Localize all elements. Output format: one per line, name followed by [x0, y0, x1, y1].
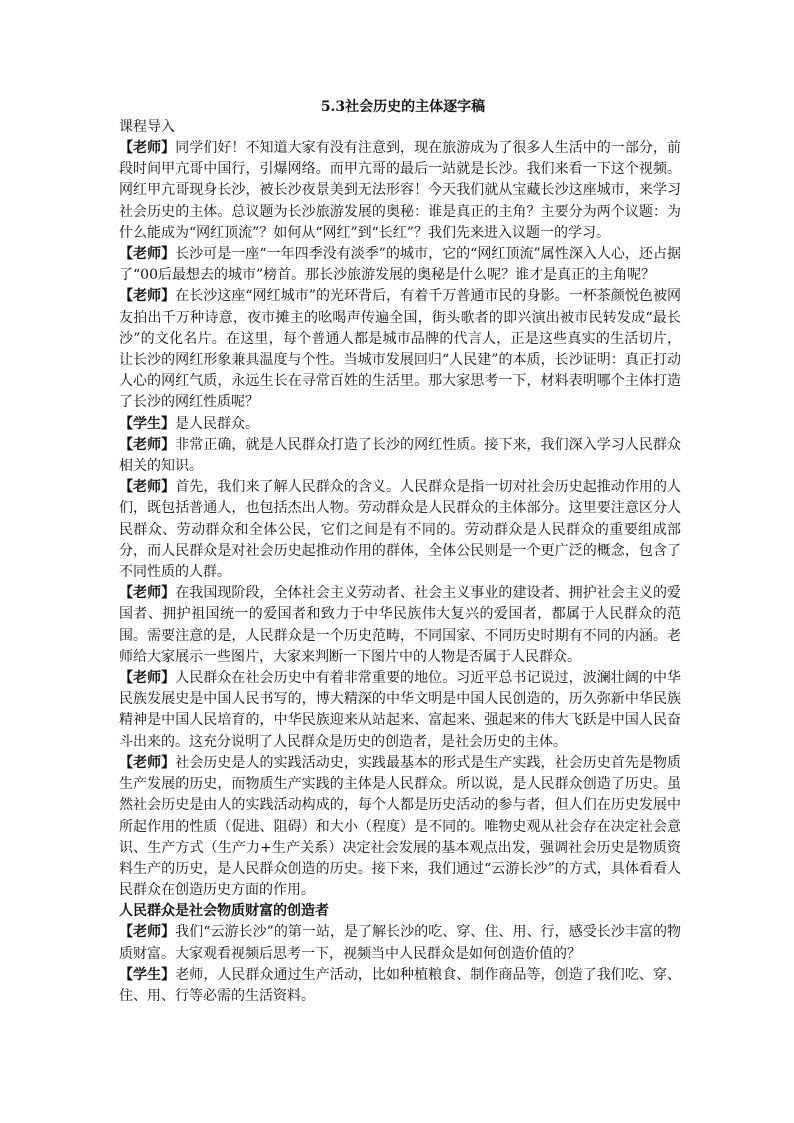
- document-body: [119, 117, 681, 1007]
- dialogue-paragraph: [119, 965, 681, 1007]
- speaker-label: 【老师】: [119, 754, 176, 771]
- paragraph-text: 在我国现阶段，全体社会主义劳动者、社会主义事业的建设者、拥护社会主义的爱国者、拥护祖国统一的爱国者和致力于中华民族伟大复兴的爱国者，都属于人民群众的范围。需要注意的是，人民群众是一个历史范畴，不同国家、不同历史时期有不同的内涵。老师给大家展示一些图片，大家来判断一下图片中的人物是否属于人民群众。: [119, 585, 682, 665]
- paragraph-text: 我们“云游长沙”的第一站，是了解长沙的吃、穿、住、用、行，感受长沙丰富的物质财富。大家观看视频后思考一下，视频当中人民群众是如何创造价值的？: [119, 924, 682, 962]
- speaker-label: 【老师】: [119, 436, 176, 453]
- paragraph-text: 首先，我们来了解人民群众的含义。人民群众是指一切对社会历史起推动作用的人们，既包括普通人，也包括杰出人物。劳动群众是人民群众的主体部分。这里要注意区分人民群众、劳动群众和全体公民，它们之间是有不同的。劳动群众是人民群众的重要组成部分，而人民群众是对社会历史起推动作用的群体，全体公民则是一个更广泛的概念，包含了不同性质的人群。: [119, 479, 682, 581]
- paragraph-text: 社会历史是人的实践活动史，实践最基本的形式是生产实践，社会历史首先是物质生产发展的历史，而物质生产实践的主体是人民群众。所以说，是人民群众创造了历史。虽然社会历史是由人的实践活动构成的，每个人都是历史活动的参与者，但人们在历史发展中所起作用的性质（促进、阻碍）和大小（程度）是不同的。唯物史观从社会存在决定社会意识、生产方式（生产力+生产关系）决定社会发展的基本观点出发，强调社会历史是物质资料生产的历史，是人民群众创造的历史。接下来，我们通过“云游长沙”的方式，具体看看人民群众在创造历史方面的作用。: [119, 754, 682, 899]
- dialogue-paragraph: [119, 922, 681, 964]
- dialogue-paragraph: [119, 583, 681, 668]
- speaker-label: 【老师】: [119, 288, 176, 305]
- paragraph-text: 长沙可是一座“一年四季没有淡季”的城市，它的“网红顶流”属性深入人心，还占据了“00后最想去的城市”榜首。那长沙旅游发展的奥秘是什么呢？谁才是真正的主角呢？: [119, 246, 681, 284]
- paragraph-text: 老师，人民群众通过生产活动，比如种植粮食、制作商品等，创造了我们吃、穿、住、用、行等必需的生活资料。: [119, 966, 682, 1004]
- speaker-label: 【学生】: [119, 415, 175, 432]
- dialogue-paragraph: [119, 138, 681, 244]
- dialogue-paragraph: [119, 414, 681, 435]
- paragraph-text: 人民群众在社会历史中有着非常重要的地位。习近平总书记说过，波澜壮阔的中华民族发展史是中国人民书写的，博大精深的中华文明是中国人民创造的，历久弥新中华民族精神是中国人民培育的，中华民族迎来从站起来、富起来、强起来的伟大飞跃是中国人民奋斗出来的。这充分说明了人民群众是历史的创造者，是社会历史的主体。: [119, 670, 682, 750]
- dialogue-paragraph: [119, 286, 681, 413]
- paragraph-text: 非常正确，就是人民群众打造了长沙的网红性质。接下来，我们深入学习人民群众相关的知识。: [119, 436, 682, 475]
- speaker-label: 【老师】: [119, 670, 176, 687]
- document-title: 5.3社会历史的主体逐字稿: [320, 99, 486, 115]
- section-heading: 人民群众是社会物质财富的创造者: [119, 903, 329, 920]
- speaker-label: 【老师】: [119, 140, 176, 156]
- dialogue-paragraph: [119, 668, 681, 753]
- dialogue-paragraph: [119, 477, 681, 583]
- speaker-label: 【老师】: [119, 479, 176, 496]
- dialogue-paragraph: [119, 244, 681, 286]
- dialogue-paragraph: [119, 435, 681, 477]
- speaker-label: 【老师】: [119, 924, 176, 941]
- paragraph-text: 在长沙这座“网红城市”的光环背后，有着千万普通市民的身影。一杯茶颜悦色被网友拍出千万种诗意，夜市摊主的吆喝声传遍全国，街头歌者的即兴演出被市民转发成“最长沙”的文化名片。在这里，每个普通人都是城市品牌的代言人，正是这些真实的生活切片，让长沙的网红形象兼具温度与个性。当城市发展回归“人民建”的本质，长沙证明：真正打动人心的网红气质，永远生长在寻常百姓的生活里。那大家思考一下，材料表明哪个主体打造了长沙的网红性质呢？: [119, 288, 682, 411]
- speaker-label: 【学生】: [119, 966, 176, 983]
- speaker-label: 【老师】: [119, 246, 176, 263]
- dialogue-paragraph: [119, 753, 681, 901]
- section-heading: 课程导入: [119, 119, 175, 135]
- paragraph-text: 是人民群众。: [175, 415, 259, 432]
- paragraph-text: 同学们好！不知道大家有没有注意到，现在旅游成为了很多人生活中的一部分，前段时间甲亢哥中国行，引爆网络。而甲亢哥的最后一站就是长沙。我们来看一下这个视频。网红甲亢哥现身长沙，被长沙夜景美到无法形容！今天我们就从宝藏长沙这座城市，来学习社会历史的主体。总议题为长沙旅游发展的奥秘：谁是真正的主角？主要分为两个议题：为什么能成为“网红顶流”？如何从“网红”到“长红”？我们先来进入议题一的学习。: [119, 140, 682, 241]
- speaker-label: 【老师】: [119, 585, 176, 602]
- document-page: [119, 97, 681, 1007]
